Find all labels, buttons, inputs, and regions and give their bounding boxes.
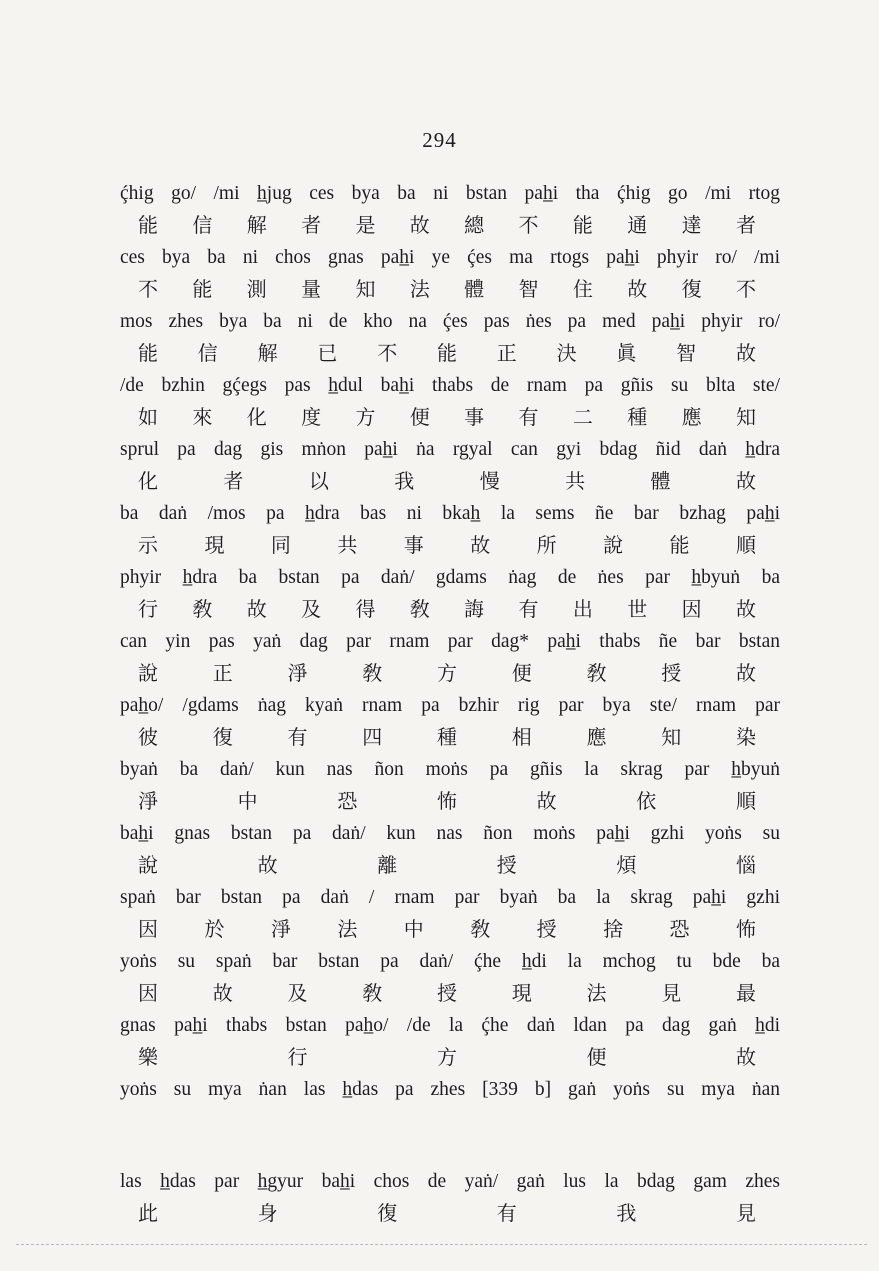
chinese-character: 有 [518, 597, 539, 621]
tibetan-line: bah̲i gnas bstan pa daṅ/ kun nas ñon moṅs pah̲i gzhi yoṅs su [120, 823, 780, 844]
chinese-character: 度 [301, 405, 322, 429]
chinese-character: 通 [627, 213, 648, 237]
chinese-character: 有 [518, 405, 539, 429]
tibetan-line: byaṅ ba daṅ/ kun nas ñon moṅs pa gñis la skrag par h̲byuṅ [120, 759, 780, 780]
chinese-character: 故 [735, 469, 756, 493]
text-line-pair [120, 1010, 780, 1074]
chinese-character: 共 [337, 533, 358, 557]
chinese-character: 敎 [362, 981, 383, 1005]
chinese-character: 淨 [138, 789, 158, 813]
chinese-character: 染 [736, 725, 756, 749]
chinese-character: 中 [237, 789, 258, 813]
chinese-gloss-line [120, 401, 780, 434]
chinese-character: 樂 [138, 1045, 158, 1069]
tibetan-line: sprul pa dag gis mṅon pah̲i ṅa rgyal can gyi bdag ñid daṅ h̲dra [120, 439, 780, 460]
chinese-character: 便 [586, 1045, 607, 1069]
chinese-character: 總 [464, 213, 485, 237]
chinese-character: 者 [223, 469, 244, 493]
chinese-character: 解 [257, 341, 278, 365]
text-line-pair [120, 562, 780, 626]
chinese-character: 我 [616, 1201, 637, 1225]
chinese-character: 敎 [586, 661, 607, 685]
chinese-gloss-line [120, 465, 780, 498]
chinese-character: 方 [437, 1045, 457, 1069]
chinese-gloss-line [120, 721, 780, 754]
chinese-character: 故 [246, 597, 267, 621]
chinese-character: 是 [355, 213, 376, 237]
chinese-character: 智 [676, 341, 697, 365]
chinese-character: 恐 [669, 917, 690, 941]
chinese-character: 不 [518, 213, 539, 237]
chinese-character: 不 [735, 277, 756, 301]
chinese-character: 體 [650, 469, 671, 493]
text-line-pair [120, 242, 780, 306]
chinese-character: 因 [138, 917, 158, 941]
chinese-character: 順 [735, 789, 756, 813]
chinese-character: 敎 [192, 597, 213, 621]
chinese-character: 四 [362, 725, 383, 749]
chinese-gloss-line [120, 657, 780, 690]
chinese-character: 共 [565, 469, 586, 493]
chinese-character: 授 [661, 661, 682, 685]
chinese-character: 中 [403, 917, 424, 941]
chinese-character: 行 [138, 597, 158, 621]
chinese-character: 能 [192, 277, 213, 301]
chinese-character: 我 [394, 469, 415, 493]
chinese-character: 智 [518, 277, 539, 301]
chinese-character: 化 [138, 469, 158, 493]
chinese-character: 故 [736, 661, 756, 685]
chinese-character: 故 [257, 853, 278, 877]
chinese-character: 復 [212, 725, 233, 749]
chinese-character: 復 [681, 277, 702, 301]
chinese-character: 能 [572, 213, 593, 237]
chinese-character: 彼 [138, 725, 158, 749]
tibetan-line: yoṅs su mya ṅan las h̲das pa zhes [339 b] gaṅ yoṅs su mya ṅan [120, 1079, 780, 1100]
chinese-character: 及 [287, 981, 308, 1005]
chinese-character: 此 [138, 1201, 158, 1225]
chinese-character: 現 [511, 981, 532, 1005]
text-line-pair [120, 434, 780, 498]
chinese-character: 達 [681, 213, 702, 237]
tibetan-line: ḉhig go/ /mi h̲jug ces bya ba ni bstan pah̲i tha ḉhig go /mi rtog [120, 183, 780, 204]
chinese-character: 二 [572, 405, 593, 429]
chinese-character: 於 [204, 917, 225, 941]
chinese-character: 示 [138, 533, 158, 557]
chinese-character: 淨 [270, 917, 291, 941]
text-line-pair [120, 754, 780, 818]
chinese-character: 以 [308, 469, 329, 493]
chinese-character: 故 [212, 981, 233, 1005]
chinese-character: 見 [735, 1201, 756, 1225]
chinese-character: 不 [138, 277, 158, 301]
chinese-gloss-line [120, 1105, 780, 1138]
chinese-character: 正 [496, 341, 517, 365]
text-line-pair [120, 1074, 780, 1138]
chinese-character: 事 [464, 405, 485, 429]
chinese-character: 種 [437, 725, 457, 749]
chinese-character: 世 [627, 597, 648, 621]
chinese-character: 同 [270, 533, 291, 557]
chinese-character: 故 [627, 277, 648, 301]
chinese-character: 說 [603, 533, 624, 557]
chinese-character: 應 [681, 405, 702, 429]
chinese-character: 相 [511, 725, 532, 749]
page-number: 294 [422, 128, 457, 152]
chinese-character: 因 [138, 981, 158, 1005]
chinese-character: 法 [586, 981, 607, 1005]
chinese-character: 便 [511, 661, 532, 685]
chinese-character: 法 [337, 917, 358, 941]
chinese-character: 種 [627, 405, 648, 429]
chinese-character: 如 [138, 405, 158, 429]
chinese-character: 煩 [616, 853, 637, 877]
chinese-character: 敎 [362, 661, 383, 685]
chinese-character: 故 [536, 789, 557, 813]
bottom-rule [16, 1244, 867, 1245]
tibetan-line: mos zhes bya ba ni de kho na ḉes pas ṅes pa med pah̲i phyir ro/ [120, 311, 780, 332]
chinese-character: 事 [403, 533, 424, 557]
chinese-character: 方 [355, 405, 376, 429]
chinese-character: 知 [661, 725, 682, 749]
chinese-character: 所 [536, 533, 557, 557]
tibetan-line: las h̲das par h̲gyur bah̲i chos de yaṅ/ gaṅ lus la bdag gam zhes [120, 1171, 780, 1192]
chinese-character: 方 [437, 661, 457, 685]
chinese-character: 眞 [616, 341, 637, 365]
chinese-character: 量 [301, 277, 322, 301]
tibetan-line: spaṅ bar bstan pa daṅ / rnam par byaṅ ba la skrag pah̲i gzhi [120, 887, 780, 908]
chinese-character: 身 [257, 1201, 278, 1225]
chinese-character: 復 [377, 1201, 398, 1225]
chinese-gloss-line [120, 849, 780, 882]
chinese-gloss-line [120, 593, 780, 626]
chinese-gloss-line [120, 977, 780, 1010]
chinese-character: 誨 [464, 597, 485, 621]
tibetan-line: gnas pah̲i thabs bstan pah̲o/ /de la ḉhe daṅ ldan pa dag gaṅ h̲di [120, 1015, 780, 1036]
chinese-character: 淨 [287, 661, 308, 685]
chinese-character: 化 [246, 405, 267, 429]
chinese-character: 有 [287, 725, 308, 749]
chinese-character: 怖 [436, 789, 457, 813]
chinese-character: 能 [138, 341, 158, 365]
chinese-character: 知 [355, 277, 376, 301]
chinese-character: 來 [192, 405, 213, 429]
chinese-character: 得 [355, 597, 376, 621]
text-line-pair [120, 690, 780, 754]
chinese-character: 正 [212, 661, 233, 685]
text-body [120, 178, 780, 1230]
tibetan-line: ces bya ba ni chos gnas pah̲i ye ḉes ma rtogs pah̲i phyir ro/ /mi [120, 247, 780, 268]
chinese-character: 因 [681, 597, 702, 621]
chinese-character: 已 [317, 341, 338, 365]
chinese-character: 者 [301, 213, 322, 237]
text-line-pair [120, 370, 780, 434]
chinese-character: 應 [586, 725, 607, 749]
chinese-character: 及 [301, 597, 322, 621]
tibetan-line: can yin pas yaṅ dag par rnam par dag* pah̲i thabs ñe bar bstan [120, 631, 780, 652]
chinese-character: 故 [736, 1045, 756, 1069]
chinese-character: 故 [735, 597, 756, 621]
tibetan-line: phyir h̲dra ba bstan pa daṅ/ gdams ṅag de ṅes par h̲byuṅ ba [120, 567, 780, 588]
chinese-character: 依 [636, 789, 657, 813]
chinese-character: 捨 [603, 917, 624, 941]
chinese-character: 不 [377, 341, 398, 365]
chinese-character: 體 [464, 277, 485, 301]
chinese-character: 說 [138, 853, 158, 877]
chinese-character: 現 [204, 533, 225, 557]
chinese-gloss-line [120, 785, 780, 818]
chinese-gloss-line [120, 529, 780, 562]
text-line-pair [120, 818, 780, 882]
tibetan-line: pah̲o/ /gdams ṅag kyaṅ rnam pa bzhir rig par bya ste/ rnam par [120, 695, 780, 716]
chinese-character: 知 [735, 405, 756, 429]
text-line-pair [120, 626, 780, 690]
chinese-gloss-line [120, 209, 780, 242]
chinese-character: 最 [736, 981, 756, 1005]
chinese-character: 恐 [337, 789, 358, 813]
chinese-character: 者 [735, 213, 756, 237]
text-line-pair [120, 946, 780, 1010]
chinese-character: 法 [409, 277, 430, 301]
text-line-pair [120, 178, 780, 242]
chinese-character: 惱 [735, 853, 756, 877]
chinese-character: 慢 [479, 469, 500, 493]
chinese-gloss-line [120, 1041, 780, 1074]
text-line-pair [120, 1166, 780, 1230]
tibetan-line: /de bzhin gḉegs pas h̲dul bah̲i thabs de rnam pa gñis su blta ste/ [120, 375, 780, 396]
chinese-character: 能 [669, 533, 690, 557]
chinese-character: 測 [246, 277, 267, 301]
chinese-character: 能 [436, 341, 457, 365]
tibetan-line: ba daṅ /mos pa h̲dra bas ni bkah̲ la sems ñe bar bzhag pah̲i [120, 503, 780, 524]
chinese-character: 住 [572, 277, 593, 301]
chinese-gloss-line [120, 1197, 780, 1230]
chinese-character: 故 [470, 533, 491, 557]
chinese-gloss-line [120, 337, 780, 370]
chinese-character: 怖 [735, 917, 756, 941]
chinese-character: 順 [735, 533, 756, 557]
chinese-character: 能 [138, 213, 158, 237]
chinese-gloss-line [120, 913, 780, 946]
chinese-character: 離 [377, 853, 398, 877]
chinese-character: 故 [409, 213, 430, 237]
chinese-character: 授 [536, 917, 557, 941]
tibetan-line: yoṅs su spaṅ bar bstan pa daṅ/ ḉhe h̲di la mchog tu bde ba [120, 951, 780, 972]
chinese-character: 決 [556, 341, 577, 365]
text-line-pair [120, 306, 780, 370]
chinese-character: 故 [735, 341, 756, 365]
chinese-character: 出 [572, 597, 593, 621]
chinese-character: 授 [496, 853, 517, 877]
text-line-pair [120, 882, 780, 946]
chinese-character: 見 [661, 981, 682, 1005]
chinese-character: 說 [138, 661, 158, 685]
chinese-character: 解 [246, 213, 267, 237]
chinese-character: 敎 [470, 917, 491, 941]
chinese-character: 行 [287, 1045, 308, 1069]
chinese-character: 授 [437, 981, 457, 1005]
chinese-character: 信 [197, 341, 218, 365]
chinese-character: 便 [409, 405, 430, 429]
text-line-pair [120, 498, 780, 562]
chinese-character: 有 [496, 1201, 517, 1225]
chinese-character: 信 [192, 213, 213, 237]
chinese-character: 敎 [409, 597, 430, 621]
chinese-gloss-line [120, 273, 780, 306]
